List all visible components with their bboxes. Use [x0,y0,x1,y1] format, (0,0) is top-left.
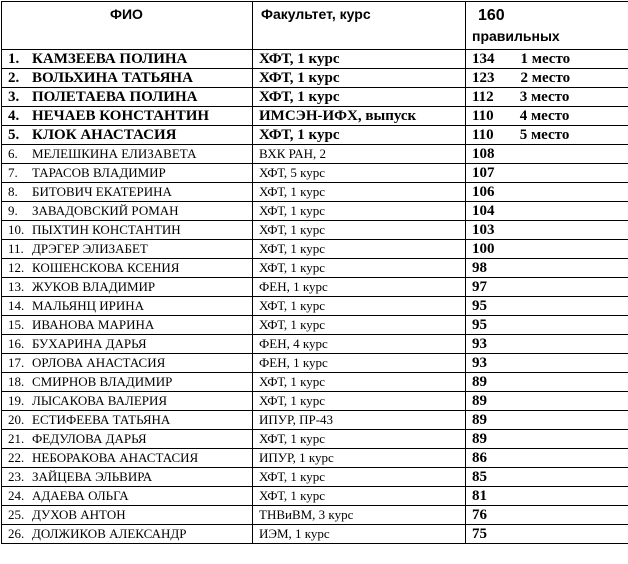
table-row [2,430,628,449]
participant-cell [2,240,253,259]
score-value: 107 [472,165,495,181]
place-label: 3 место [519,89,570,105]
score-cell [466,88,628,107]
faculty-cell: ФЕН, 1 курс [253,278,466,297]
participant-cell [2,468,253,487]
faculty-cell: ХФТ, 1 курс [253,487,466,506]
score-cell [466,506,628,525]
faculty-cell: ФЕН, 4 курс [253,335,466,354]
table-row [2,240,628,259]
participant-cell [2,449,253,468]
score-value: 95 [472,317,487,333]
participant-cell [2,221,253,240]
table-row [2,506,628,525]
row-number: 5. [8,127,20,143]
participant-name: ТАРАСОВ ВЛАДИМИР [32,165,166,180]
participant-cell [2,50,253,69]
faculty-cell: ИПУР, 1 курс [253,449,466,468]
participant-cell [2,202,253,221]
participant-name: ИВАНОВА МАРИНА [32,317,155,332]
participant-cell [2,354,253,373]
table-row [2,88,628,107]
faculty-cell: ХФТ, 1 курс [253,202,466,221]
row-number: 20. [8,412,25,427]
score-cell [466,278,628,297]
score-cell [466,145,628,164]
place-label: 2 место [520,70,571,86]
score-cell [466,164,628,183]
score-value: 103 [472,222,495,238]
score-value: 85 [472,469,487,485]
participant-name: МЕЛЕШКИНА ЕЛИЗАВЕТА [32,146,197,161]
score-cell [466,335,628,354]
participant-name: ПОЛЕТАЕВА ПОЛИНА [32,89,198,105]
participant-cell [2,126,253,145]
participant-name: ПЫХТИН КОНСТАНТИН [32,222,181,237]
faculty-cell: ХФТ, 1 курс [253,126,466,145]
score-cell [466,202,628,221]
row-number: 1. [8,51,20,67]
table-row [2,50,628,69]
score-cell [466,411,628,430]
row-number: 25. [8,507,25,522]
participant-cell [2,392,253,411]
row-number: 15. [8,317,25,332]
table-row [2,126,628,145]
participant-name: СМИРНОВ ВЛАДИМИР [32,374,173,389]
header-faculty: Факультет, курс [253,2,466,50]
faculty-cell: ХФТ, 1 курс [253,430,466,449]
faculty-cell: ХФТ, 1 курс [253,392,466,411]
faculty-cell: ХФТ, 1 курс [253,221,466,240]
score-value: 104 [472,203,495,219]
place-label: 4 место [519,108,570,124]
score-value: 110 [472,108,494,124]
header-fio: ФИО [2,2,253,50]
row-number: 4. [8,108,20,124]
table-row [2,278,628,297]
results-table [1,1,628,544]
score-value: 95 [472,298,487,314]
row-number: 26. [8,526,25,541]
participant-cell [2,88,253,107]
faculty-cell: ХФТ, 1 курс [253,316,466,335]
participant-name: БУХАРИНА ДАРЬЯ [32,336,147,351]
results-table-body [2,2,628,544]
participant-cell [2,69,253,88]
row-number: 13. [8,279,25,294]
score-cell [466,525,628,544]
score-cell [466,487,628,506]
participant-cell [2,164,253,183]
faculty-cell: ИМСЭН-ИФХ, выпуск [253,107,466,126]
score-cell [466,449,628,468]
row-number: 3. [8,89,20,105]
table-row [2,145,628,164]
participant-name: ДОЛЖИКОВ АЛЕКСАНДР [32,526,187,541]
participant-name: НЕЧАЕВ КОНСТАНТИН [32,108,210,124]
table-row [2,297,628,316]
score-cell [466,107,628,126]
participant-name: ДРЭГЕР ЭЛИЗАБЕТ [32,241,148,256]
score-cell [466,240,628,259]
place-label: 1 место [520,51,571,67]
header-total: 160 [478,7,505,24]
score-cell [466,69,628,88]
faculty-cell: ТНВиВМ, 3 курс [253,506,466,525]
participant-cell [2,335,253,354]
participant-cell [2,506,253,525]
row-number: 22. [8,450,25,465]
table-row [2,69,628,88]
score-value: 89 [472,431,487,447]
table-row [2,373,628,392]
score-value: 98 [472,260,487,276]
participant-cell [2,297,253,316]
score-value: 89 [472,393,487,409]
faculty-cell: ХФТ, 1 курс [253,69,466,88]
row-number: 7. [8,165,18,180]
row-number: 14. [8,298,25,313]
participant-name: ЕСТИФЕЕВА ТАТЬЯНА [32,412,171,427]
participant-name: ДУХОВ АНТОН [32,507,126,522]
score-value: 112 [472,89,494,105]
score-value: 110 [472,127,494,143]
score-cell [466,392,628,411]
row-number: 10. [8,222,25,237]
faculty-cell: ХФТ, 1 курс [253,297,466,316]
faculty-cell: ВХК РАН, 2 [253,145,466,164]
table-row [2,468,628,487]
table-row [2,107,628,126]
score-value: 89 [472,374,487,390]
participant-name: МАЛЬЯНЦ ИРИНА [32,298,145,313]
score-cell [466,354,628,373]
header-correct-label: правильных [472,28,560,44]
participant-cell [2,487,253,506]
participant-name: БИТОВИЧ ЕКАТЕРИНА [32,184,172,199]
faculty-cell: ИПУР, ПР-43 [253,411,466,430]
participant-cell [2,316,253,335]
participant-cell [2,278,253,297]
participant-cell [2,411,253,430]
score-value: 75 [472,526,487,542]
participant-name: НЕБОРАКОВА АНАСТАСИЯ [32,450,199,465]
faculty-cell: ИЭМ, 1 курс [253,525,466,544]
faculty-cell: ХФТ, 1 курс [253,373,466,392]
participant-cell [2,145,253,164]
faculty-cell: ХФТ, 5 курс [253,164,466,183]
score-value: 93 [472,336,487,352]
score-value: 100 [472,241,495,257]
score-value: 76 [472,507,487,523]
score-cell [466,430,628,449]
row-number: 19. [8,393,25,408]
score-cell [466,468,628,487]
table-row [2,316,628,335]
table-row [2,411,628,430]
participant-name: ЗАЙЦЕВА ЭЛЬВИРА [32,469,153,484]
row-number: 8. [8,184,18,199]
table-row [2,525,628,544]
participant-cell [2,107,253,126]
score-value: 134 [472,51,495,67]
participant-cell [2,373,253,392]
table-row [2,259,628,278]
score-value: 93 [472,355,487,371]
table-row [2,221,628,240]
row-number: 16. [8,336,25,351]
row-number: 21. [8,431,25,446]
row-number: 2. [8,70,20,86]
score-value: 97 [472,279,487,295]
row-number: 24. [8,488,25,503]
score-cell [466,297,628,316]
score-value: 123 [472,70,495,86]
participant-name: ЛЫСАКОВА ВАЛЕРИЯ [32,393,168,408]
score-value: 86 [472,450,487,466]
row-number: 17. [8,355,25,370]
participant-name: ОРЛОВА АНАСТАСИЯ [32,355,166,370]
participant-name: КОШЕНСКОВА КСЕНИЯ [32,260,180,275]
faculty-cell: ХФТ, 1 курс [253,183,466,202]
table-row [2,164,628,183]
row-number: 9. [8,203,18,218]
header-row [2,2,628,50]
row-number: 6. [8,146,18,161]
row-number: 11. [8,241,24,256]
participant-cell [2,430,253,449]
score-cell [466,259,628,278]
faculty-cell: ХФТ, 1 курс [253,468,466,487]
score-value: 106 [472,184,495,200]
table-row [2,183,628,202]
score-cell [466,183,628,202]
table-row [2,449,628,468]
table-row [2,202,628,221]
score-cell [466,126,628,145]
participant-name: ВОЛЬХИНА ТАТЬЯНА [32,70,193,86]
score-cell [466,373,628,392]
participant-name: АДАЕВА ОЛЬГА [32,488,129,503]
row-number: 18. [8,374,25,389]
table-row [2,354,628,373]
table-row [2,335,628,354]
place-label: 5 место [519,127,570,143]
participant-name: ФЕДУЛОВА ДАРЬЯ [32,431,147,446]
score-value: 81 [472,488,487,504]
table-row [2,487,628,506]
participant-cell [2,183,253,202]
participant-name: КАМЗЕЕВА ПОЛИНА [32,51,188,67]
score-cell [466,221,628,240]
faculty-cell: ХФТ, 1 курс [253,88,466,107]
participant-name: КЛОК АНАСТАСИЯ [32,127,177,143]
participant-name: ЖУКОВ ВЛАДИМИР [32,279,156,294]
score-value: 89 [472,412,487,428]
participant-cell [2,525,253,544]
faculty-cell: ХФТ, 1 курс [253,50,466,69]
header-score [466,2,628,50]
score-cell [466,50,628,69]
row-number: 12. [8,260,25,275]
participant-cell [2,259,253,278]
row-number: 23. [8,469,25,484]
faculty-cell: ХФТ, 1 курс [253,240,466,259]
score-cell [466,316,628,335]
faculty-cell: ФЕН, 1 курс [253,354,466,373]
faculty-cell: ХФТ, 1 курс [253,259,466,278]
participant-name: ЗАВАДОВСКИЙ РОМАН [32,203,179,218]
score-value: 108 [472,146,495,162]
table-row [2,392,628,411]
